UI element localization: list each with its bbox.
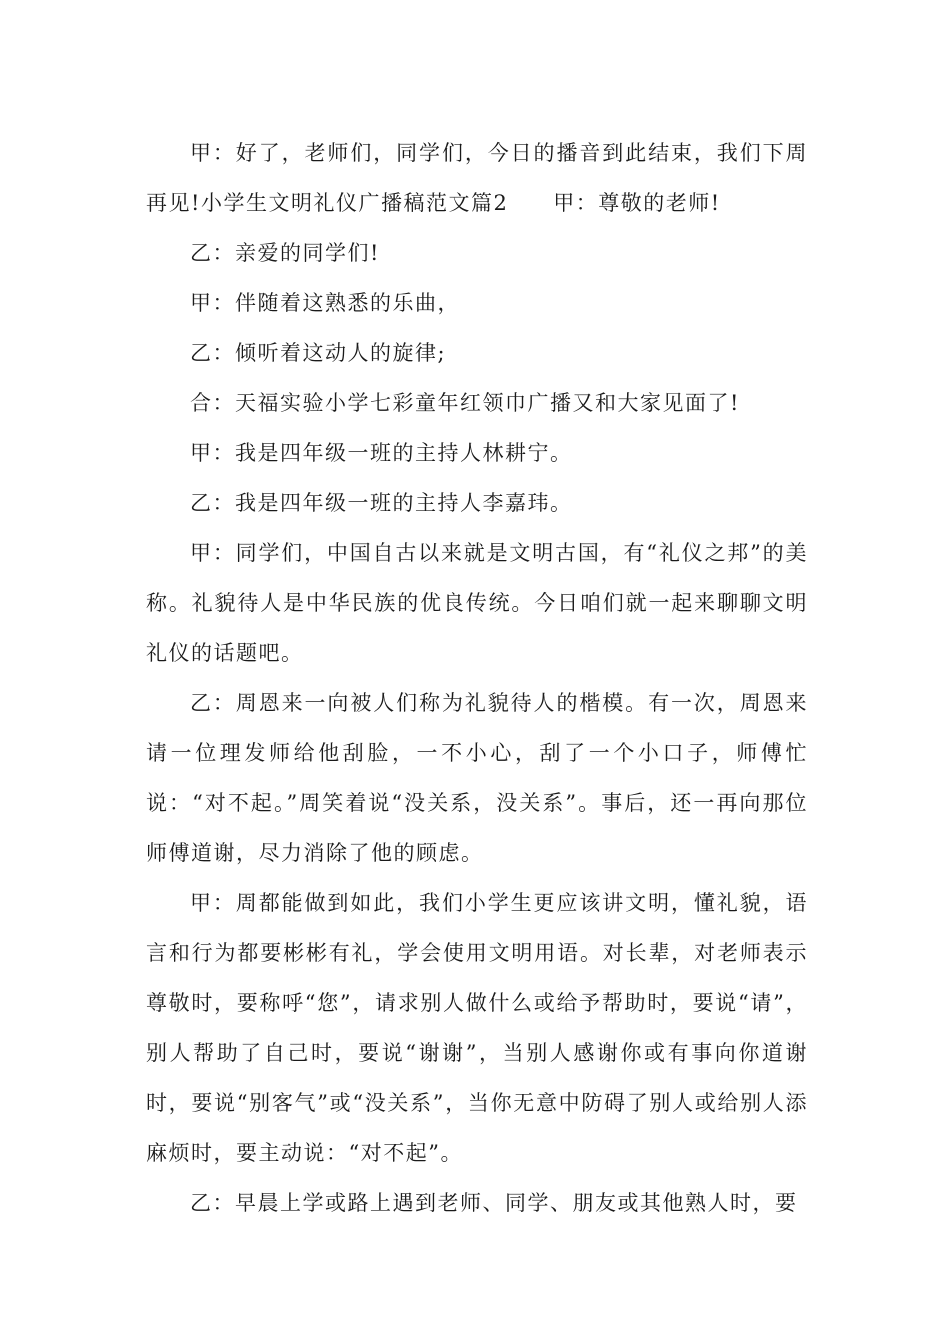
- paragraph: 乙：亲爱的同学们!: [190, 241, 380, 265]
- paragraph: 乙：周恩来一向被人们称为礼貌待人的楷模。有一次，周恩来请一位理发师给他刮脸，一不小心，刮了一个小口子，师傅忙说：“对不起。”周笑着说“没关系，没关系”。事后，还一再向那位师傅道谢，尽力消除了他的顾虑。: [146, 691, 808, 865]
- paragraph: 甲：好了，老师们，同学们，今日的播音到此结束，我们下周再见!小学生文明礼仪广播稿范文篇2 甲：尊敬的老师!: [146, 141, 808, 215]
- paragraph: 甲：伴随着这熟悉的乐曲，: [190, 291, 460, 315]
- paragraph: 合：天福实验小学七彩童年红领巾广播又和大家见面了!: [190, 391, 740, 415]
- paragraph: 甲：周都能做到如此，我们小学生更应该讲文明，懂礼貌，语言和行为都要彬彬有礼，学会使用文明用语。对长辈，对老师表示尊敬时，要称呼“您”，请求别人做什么或给予帮助时，要说“请”，别人帮助了自己时，要说“谢谢”，当别人感谢你或有事向你道谢时，要说“别客气”或“没关系”，当你无意中防碍了别人或给别人添麻烦时，要主动说：“对不起”。: [146, 891, 808, 1165]
- paragraph: 乙：我是四年级一班的主持人李嘉玮。: [190, 491, 573, 515]
- paragraph: 乙：早晨上学或路上遇到老师、同学、朋友或其他熟人时，要: [190, 1191, 798, 1215]
- document-body: [146, 128, 808, 1228]
- paragraph: 甲：同学们，中国自古以来就是文明古国，有“礼仪之邦”的美称。礼貌待人是中华民族的优良传统。今日咱们就一起来聊聊文明礼仪的话题吧。: [146, 541, 808, 665]
- paragraph: 甲：我是四年级一班的主持人林耕宁。: [190, 441, 573, 465]
- paragraph: 乙：倾听着这动人的旋律;: [190, 341, 447, 365]
